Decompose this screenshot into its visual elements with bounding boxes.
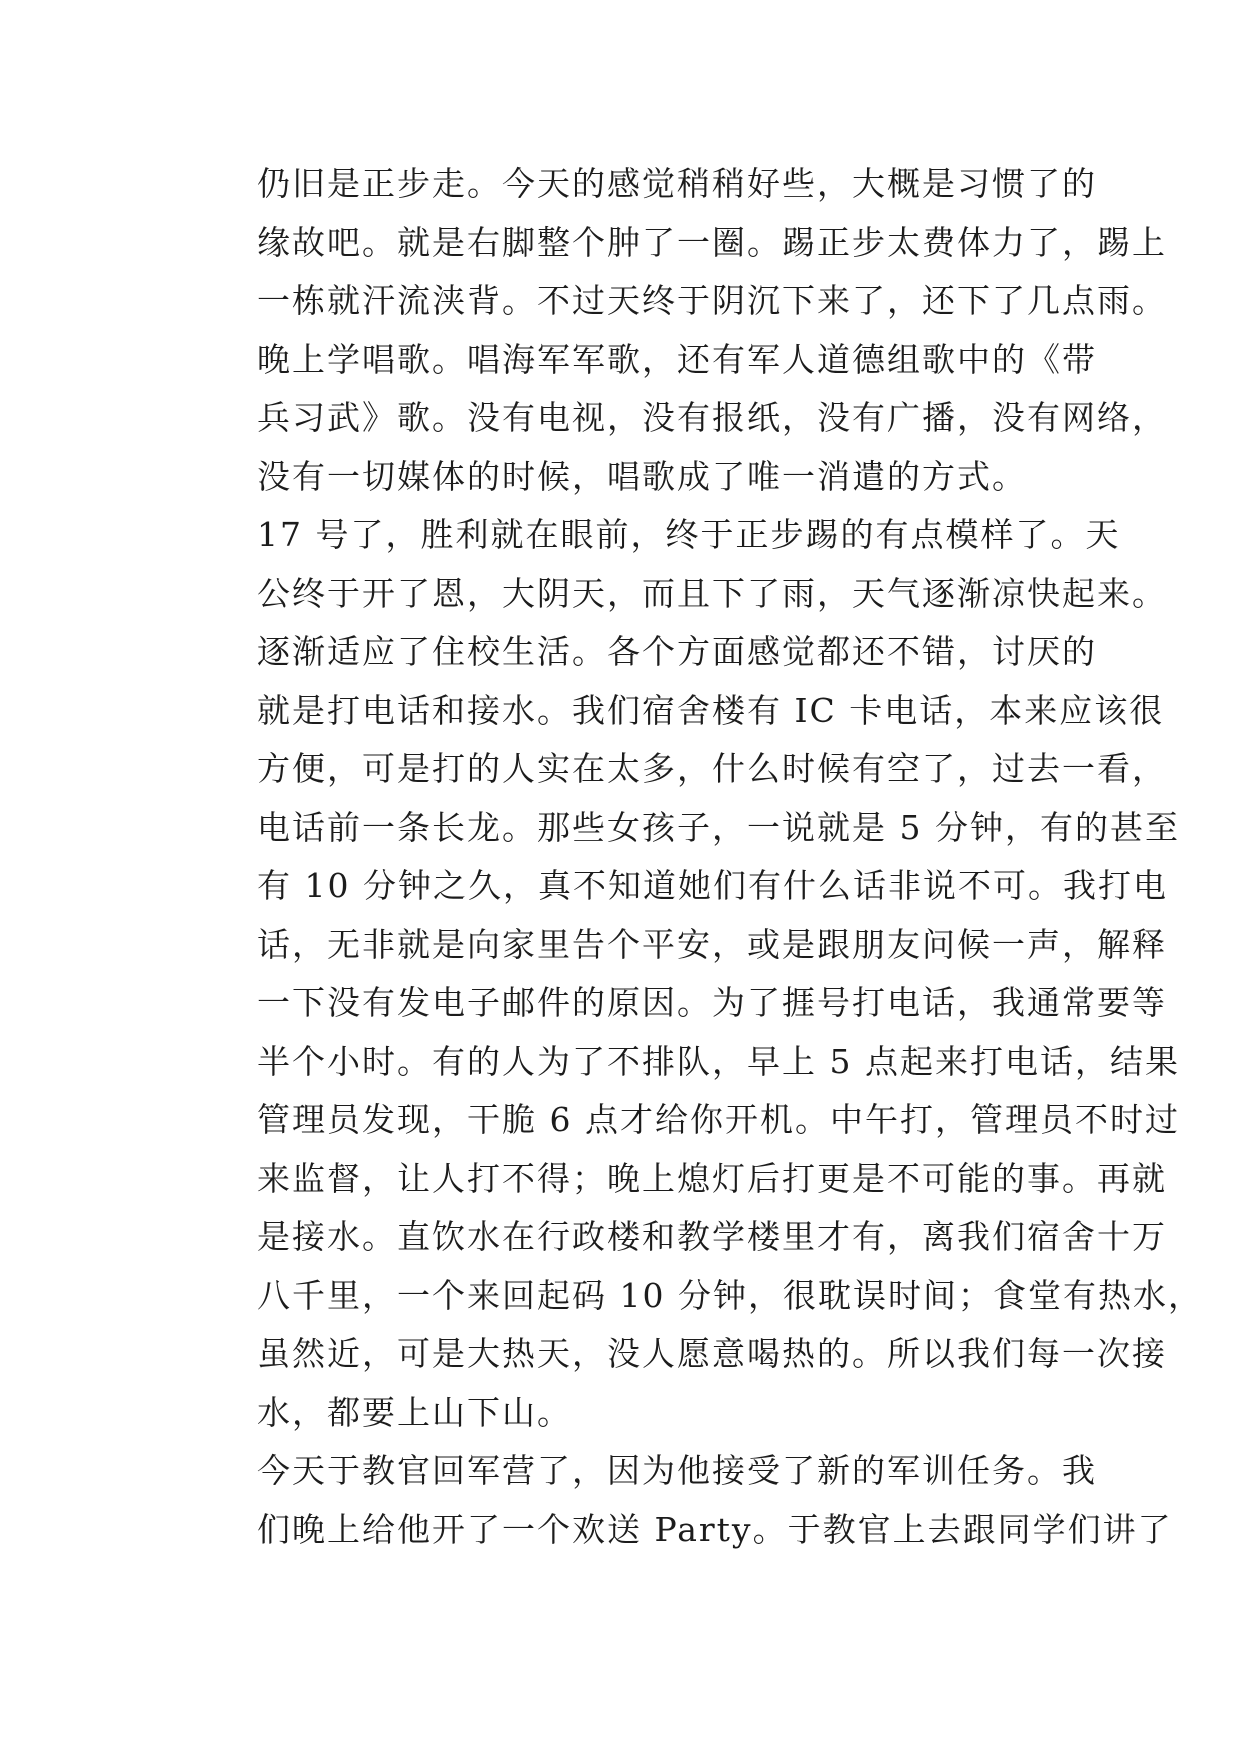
text-line: 一栋就汗流浃背。不过天终于阴沉下来了，还下了几点雨。 [257,281,1167,320]
text-line: 来监督，让人打不得；晚上熄灯后打更是不可能的事。再就 [257,1158,1167,1198]
text-line: 逐渐适应了住校生活。各个方面感觉都还不错，讨厌的 [257,632,1097,671]
text-line: 公终于开了恩，大阴天，而且下了雨，天气逐渐凉快起来。 [257,573,1167,613]
paragraph-3 [191,506,1167,623]
paragraph-4 [191,623,1203,1442]
text-line: 们晚上给他开了一个欢送 Party。于教官上去跟同学们讲了 [257,1509,1173,1549]
text-line: 缘故吧。就是右脚整个肿了一圈。踢正步太费体力了，踢上 [257,222,1167,262]
paragraph-5 [191,1442,1173,1559]
text-line: 是接水。直饮水在行政楼和教学楼里才有，离我们宿舍十万 [257,1217,1167,1256]
text-line: 有 10 分钟之久，真不知道她们有什么话非说不可。我打电 [257,866,1168,905]
text-line: 话，无非就是向家里告个平安，或是跟朋友问候一声，解释 [257,924,1167,964]
text-line: 水，都要上山下山。 [257,1392,572,1432]
text-line: 半个小时。有的人为了不排队，早上 5 点起来打电话，结果 [257,1041,1180,1081]
paragraph-2 [191,331,1167,507]
text-line: 一下没有发电子邮件的原因。为了捱号打电话，我通常要等 [257,983,1167,1022]
text-line: 晚上学唱歌。唱海军军歌，还有军人道德组歌中的《带 [257,339,1097,379]
text-line: 方便，可是打的人实在太多，什么时候有空了，过去一看， [257,749,1167,788]
text-line: 八千里，一个来回起码 10 分钟，很耽误时间；食堂有热水， [257,1275,1203,1315]
document-body [191,155,1203,1559]
text-line: 今天于教官回军营了，因为他接受了新的军训任务。我 [257,1451,1097,1490]
text-line: 管理员发现，干脆 6 点才给你开机。中午打，管理员不时过 [257,1100,1180,1139]
text-line: 电话前一条长龙。那些女孩子，一说就是 5 分钟，有的甚至 [257,807,1180,847]
text-line: 兵习武》歌。没有电视，没有报纸，没有广播，没有网络， [257,398,1167,437]
text-line: 就是打电话和接水。我们宿舍楼有 IC 卡电话，本来应该很 [257,690,1165,730]
text-line: 没有一切媒体的时候，唱歌成了唯一消遣的方式。 [257,456,1027,496]
paragraph-1 [191,155,1167,331]
text-line: 虽然近，可是大热天，没人愿意喝热的。所以我们每一次接 [257,1334,1167,1373]
text-line: 17 号了，胜利就在眼前，终于正步踢的有点模样了。天 [257,515,1121,554]
text-line: 仍旧是正步走。今天的感觉稍稍好些，大概是习惯了的 [257,164,1097,203]
